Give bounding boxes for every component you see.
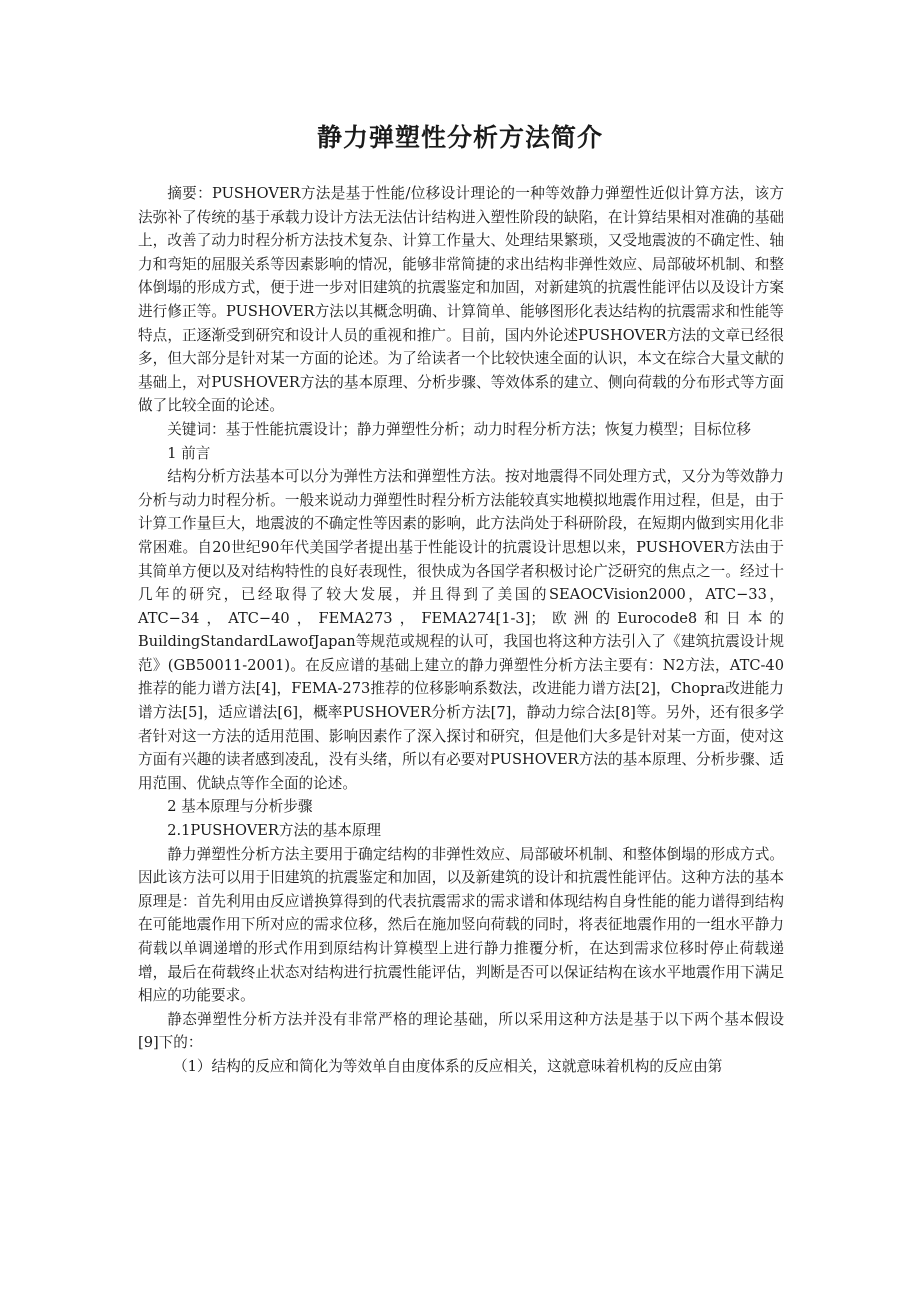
keywords-paragraph: 关键词：基于性能抗震设计；静力弹塑性分析；动力时程分析方法；恢复力模型；目标位移 xyxy=(167,420,751,438)
subsection-heading: 2.1PUSHOVER方法的基本原理 xyxy=(167,822,382,840)
section-heading: 1 前言 xyxy=(167,444,211,462)
body-paragraph: 静力弹塑性分析方法主要用于确定结构的非弹性效应、局部破坏机制、和整体倒塌的形成方式。因此该方法可以用于旧建筑的抗震鉴定和加固，以及新建筑的设计和抗震性能评估。这种方法的基本原理是：首先利用由反应谱换算得到的代表抗震需求的需求谱和体现结构自身性能的能力谱得到结构在可能地震作用下所对应的需求位移，然后在施加竖向荷载的同时，将表征地震作用的一组水平静力荷载以单调递增的形式作用到原结构计算模型上进行静力推覆分析，在达到需求位移时停止荷载递增，最后在荷载终止状态对结构进行抗震性能评估，判断是否可以保证结构在该水平地震作用下满足相应的功能要求。 xyxy=(138,845,784,1005)
abstract-paragraph: 摘要：PUSHOVER方法是基于性能/位移设计理论的一种等效静力弹塑性近似计算方法，该方法弥补了传统的基于承载力设计方法无法估计结构进入塑性阶段的缺陷，在计算结果相对准确的基础上，改善了动力时程分析方法技术复杂、计算工作量大、处理结果繁琐，又受地震波的不确定性、轴力和弯矩的屈服关系等因素影响的情况，能够非常简捷的求出结构非弹性效应、局部破坏机制、和整体倒塌的形成方式，便于进一步对旧建筑的抗震鉴定和加固，对新建筑的抗震性能评估以及设计方案进行修正等。PUSHOVER方法以其概念明确、计算简单、能够图形化表达结构的抗震需求和性能等特点，正逐渐受到研究和设计人员的重视和推广。目前，国内外论述PUSHOVER方法的文章已经很多，但大部分是针对某一方面的论述。为了给读者一个比较快速全面的认识，本文在综合大量文献的基础上，对PUSHOVER方法的基本原理、分析步骤、等效体系的建立、侧向荷载的分布形式等方面做了比较全面的论述。 xyxy=(138,185,784,415)
body-paragraph: 静态弹塑性分析方法并没有非常严格的理论基础，所以采用这种方法是基于以下两个基本假设[9]下的： xyxy=(138,1010,784,1052)
list-item: （1）结构的反应和简化为等效单自由度体系的反应相关，这就意味着机构的反应由第 xyxy=(173,1057,723,1075)
body-paragraph: 结构分析方法基本可以分为弹性方法和弹塑性方法。按对地震得不同处理方式，又分为等效静力分析与动力时程分析。一般来说动力弹塑性时程分析方法能较真实地模拟地震作用过程，但是，由于计算工作量巨大，地震波的不确定性等因素的影响，此方法尚处于科研阶段，在短期内做到实用化非常困难。自20世纪90年代美国学者提出基于性能设计的抗震设计思想以来，PUSHOVER方法由于其简单方便以及对结构特性的良好表现性，很快成为各国学者积极讨论广泛研究的焦点之一。经过十几年的研究，已经取得了较大发展，并且得到了美国的SEAOCVision2000，ATC−33，ATC−34，ATC−40，FEMA273，FEMA274[1-3]；欧洲的Eurocode8和日本的BuildingStandardLawofJapan等规范或规程的认可，我国也将这种方法引入了《建筑抗震设计规范》(GB50011-2001)。在反应谱的基础上建立的静力弹塑性分析方法主要有：N2方法，ATC-40推荐的能力谱方法[4]，FEMA-273推荐的位移影响系数法，改进能力谱方法[2]，Chopra改进能力谱方法[5]，适应谱法[6]，概率PUSHOVER分析方法[7]，静动力综合法[8]等。另外，还有很多学者针对这一方法的适用范围、影响因素作了深入探讨和研究，但是他们大多是针对某一方面，使对这方面有兴趣的读者感到凌乱，没有头绪，所以有必要对PUSHOVER方法的基本原理、分析步骤、适用范围、优缺点等作全面的论述。 xyxy=(138,468,784,792)
section-heading: 2 基本原理与分析步骤 xyxy=(167,798,313,816)
document-title: 静力弹塑性分析方法简介 xyxy=(316,123,603,152)
document-body xyxy=(138,182,784,1079)
